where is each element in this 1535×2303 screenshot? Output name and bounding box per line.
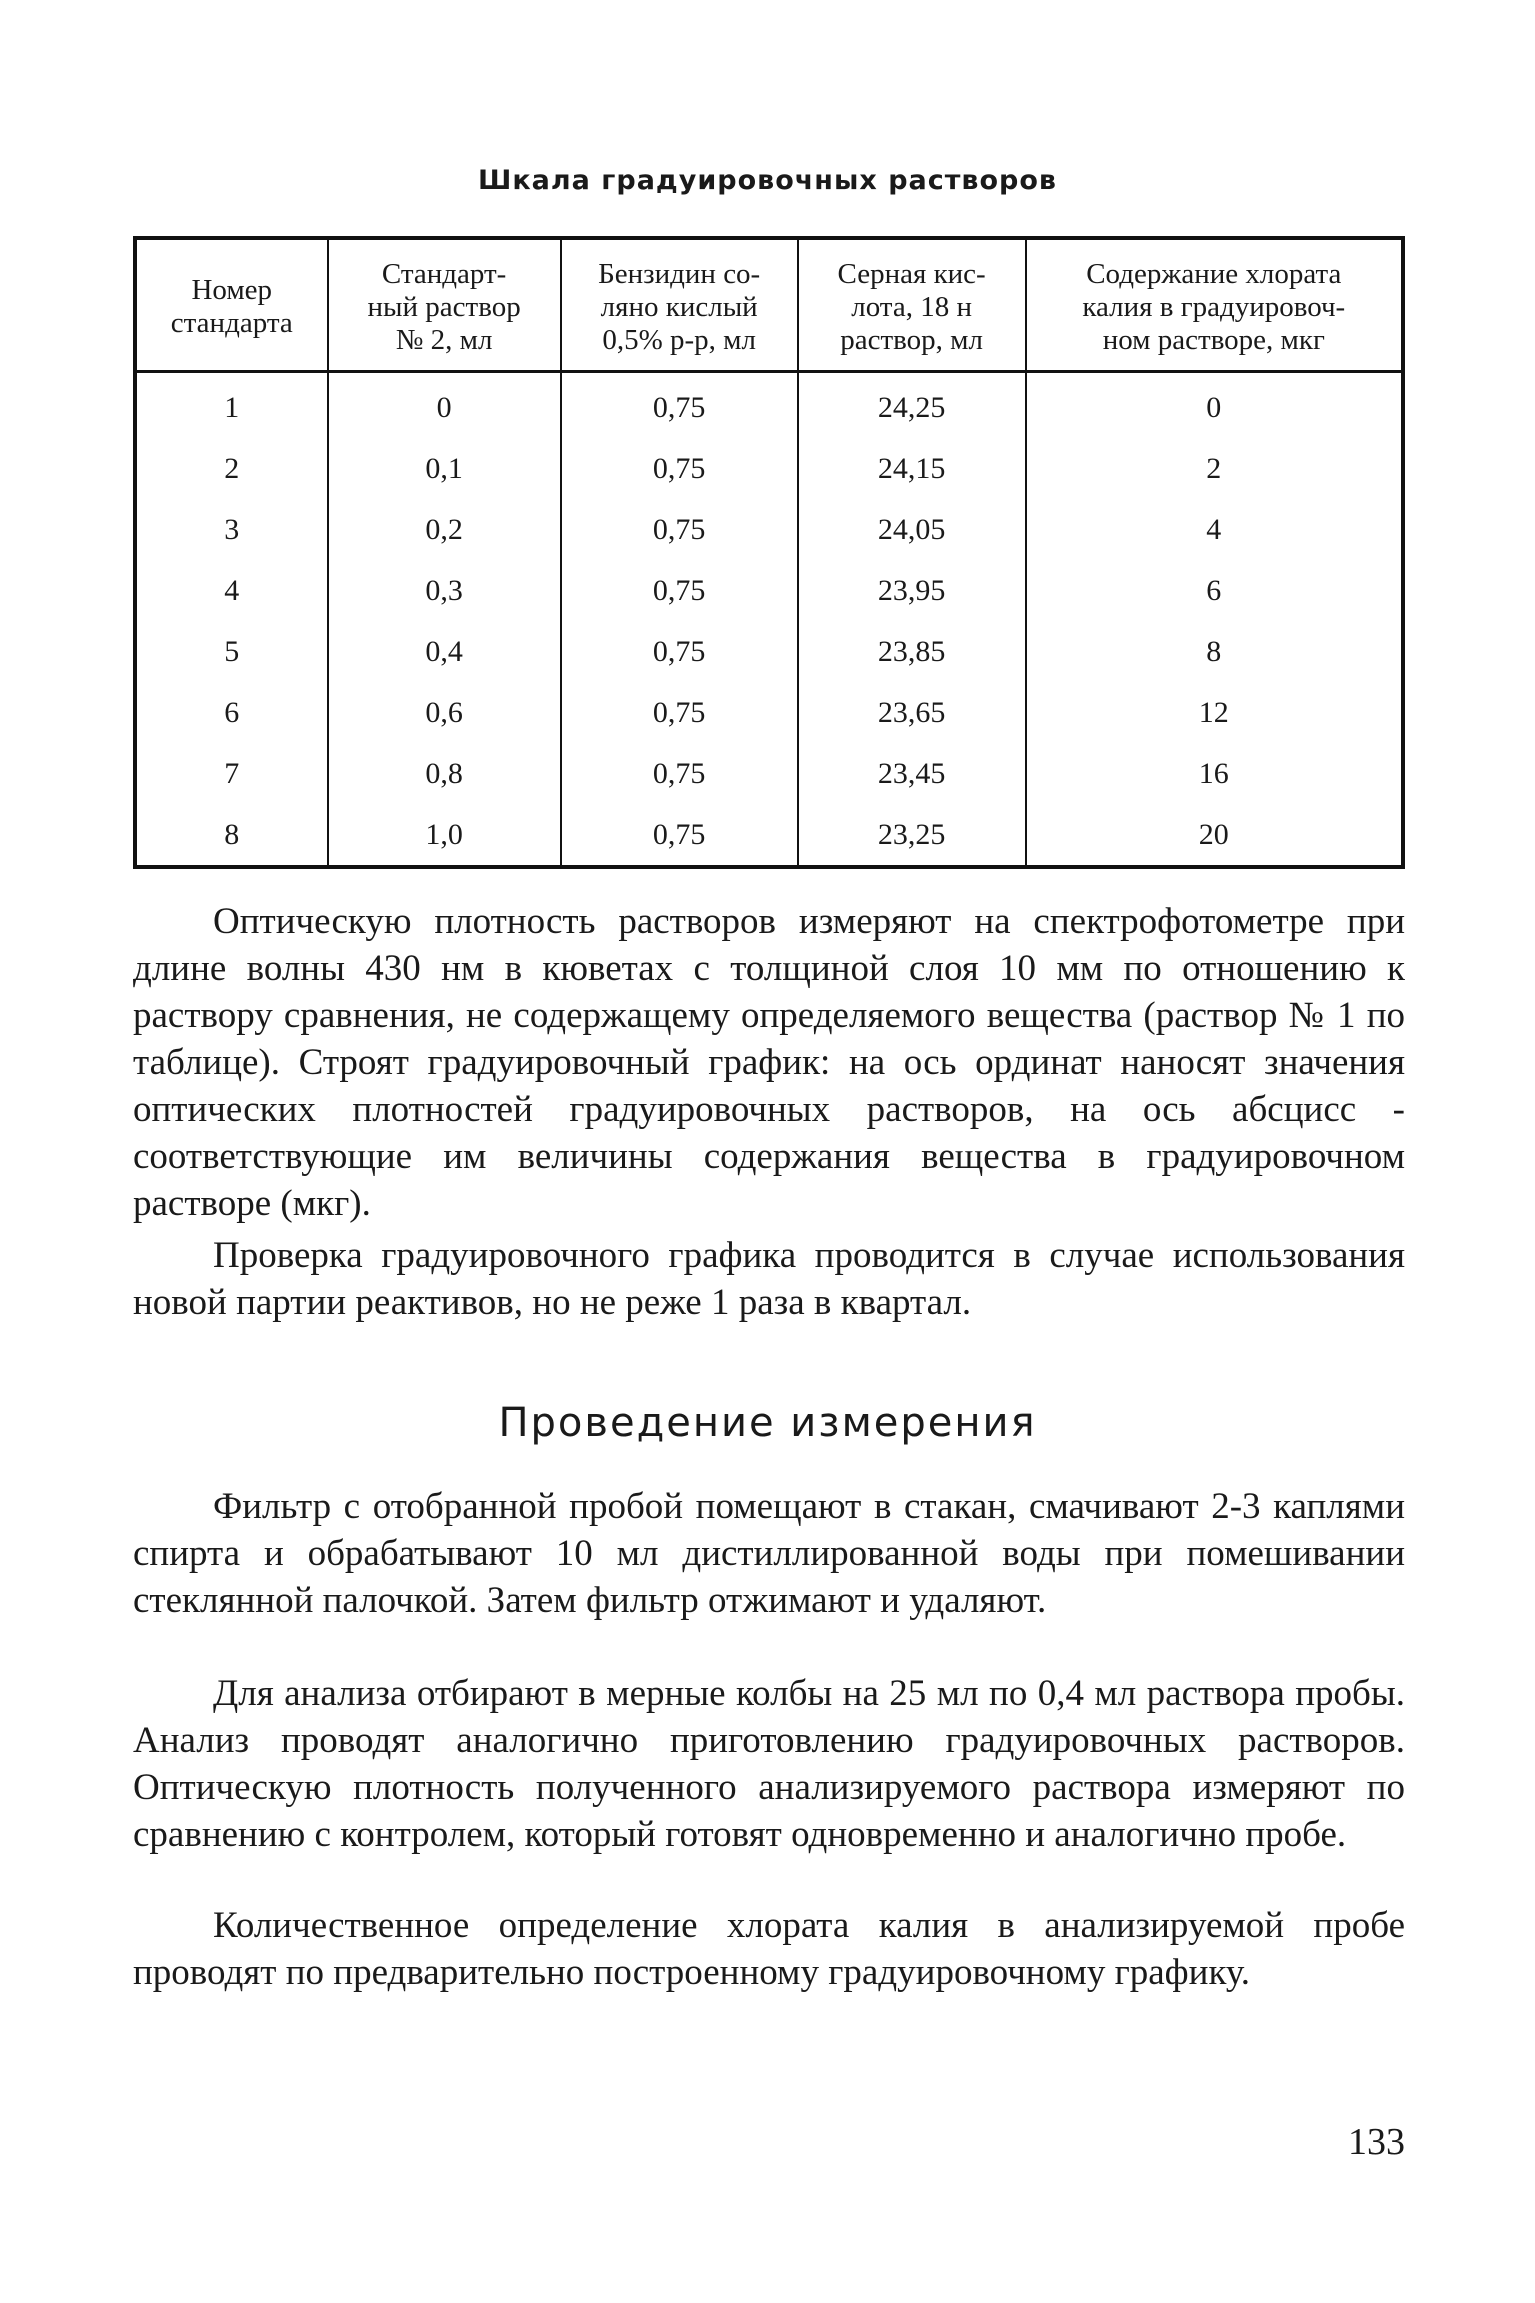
table-row: [135, 372, 1403, 439]
table-cell: 8: [224, 817, 240, 851]
table-cell: 0,8: [328, 743, 561, 804]
header-standard-solution: [328, 238, 561, 372]
header-line: Серная кис-: [837, 257, 986, 290]
header-line: стандарта: [170, 307, 293, 339]
paragraph-text: Фильтр с отобранной пробой помещают в стакан, смачивают 2-3 каплями спирта и обрабатывают 10 мл дистиллированной воды при помешивании стеклянной палочкой. Затем фильтр отжимают и удаляют.: [133, 1486, 1405, 1621]
table-cell: 6: [1026, 560, 1403, 621]
table-cell: 4: [1026, 499, 1403, 560]
table-cell: 2: [1026, 438, 1403, 499]
table-title: Шкала градуировочных растворов: [477, 165, 1057, 196]
table-cell: 0,1: [328, 438, 561, 499]
table-cell: 24,15: [798, 438, 1026, 499]
header-sulfuric-acid: [798, 238, 1026, 372]
table-cell: 3: [224, 512, 240, 546]
header-benzidine: [561, 238, 798, 372]
table-row: [135, 743, 1403, 804]
paragraph-text: Количественное определение хлората калия в анализируемой пробе проводят по предварительно построенному градуировочному графику.: [133, 1905, 1405, 1993]
table-cell: 0,75: [561, 621, 798, 682]
table-cell: 0,2: [328, 499, 561, 560]
header-line: Бензидин со-: [598, 257, 761, 290]
table-row: [135, 438, 1403, 499]
table-cell: 24,05: [798, 499, 1026, 560]
calibration-table: [133, 236, 1405, 869]
table-row: [135, 682, 1403, 743]
table-cell: 0,75: [561, 804, 798, 867]
table-cell: 2: [224, 451, 240, 485]
table-row: [135, 621, 1403, 682]
table-cell: 23,25: [798, 804, 1026, 867]
table-cell: 23,85: [798, 621, 1026, 682]
paragraph-text: Проверка градуировочного графика проводится в случае использования новой партии реактивов, но не реже 1 раза в квартал.: [133, 1235, 1405, 1323]
table-cell: 24,25: [798, 372, 1026, 439]
paragraph-optical-density: [133, 898, 1405, 1227]
table-cell: 5: [224, 634, 240, 668]
header-line: калия в градуировоч-: [1082, 290, 1346, 323]
header-chlorate-content: [1026, 238, 1403, 372]
table-cell: 0,75: [561, 438, 798, 499]
table-cell: 0: [1026, 372, 1403, 439]
table-cell: 16: [1026, 743, 1403, 804]
table-cell: 20: [1026, 804, 1403, 867]
page-number: 133: [1348, 2121, 1405, 2163]
table-cell: 7: [224, 756, 240, 790]
table-cell: 0,75: [561, 682, 798, 743]
paragraph-text: Для анализа отбирают в мерные колбы на 25 мл по 0,4 мл раствора пробы. Анализ проводят аналогично приготовлению градуировочных растворов. Оптическую плотность полученного анализируемого раствора измеряют по сравнению с контролем, который готовят одновременно и аналогично пробе.: [133, 1673, 1405, 1855]
paragraph-analysis: [133, 1670, 1405, 1858]
header-line: № 2, мл: [395, 323, 493, 356]
header-line: раствор, мл: [840, 323, 983, 356]
header-line: ляно кислый: [600, 290, 758, 323]
table-cell: 12: [1026, 682, 1403, 743]
table-cell: 0,4: [328, 621, 561, 682]
table-row: [135, 804, 1403, 867]
table-cell: 4: [224, 573, 240, 607]
header-line: Содержание хлората: [1086, 257, 1342, 290]
table-cell: 0,75: [561, 372, 798, 439]
header-line: Стандарт-: [381, 257, 507, 290]
table-cell: 0,6: [328, 682, 561, 743]
header-standard-number: [135, 238, 328, 372]
table-cell: 0,3: [328, 560, 561, 621]
table-cell: 0,75: [561, 499, 798, 560]
header-line: ный раствор: [367, 290, 521, 323]
paragraph-text: Оптическую плотность растворов измеряют на спектрофотометре при длине волны 430 нм в кюветах с толщиной слоя 10 мм по отношению к раствору сравнения, не содержащему определяемого вещества (раствор № 1 по таблице). Строят градуировочный график: на ось ординат наносят значения оптических плотностей градуировочных растворов, на ось абсцисс - соответствующие им величины содержания вещества в градуировочном растворе (мкг).: [133, 901, 1405, 1224]
table-header-row: [135, 238, 1403, 372]
table-cell: 0,75: [561, 560, 798, 621]
table-cell: 0,75: [561, 743, 798, 804]
table-cell: 23,65: [798, 682, 1026, 743]
table-cell: 23,95: [798, 560, 1026, 621]
table-cell: 23,45: [798, 743, 1026, 804]
header-line: Номер: [191, 274, 273, 306]
header-line: лота, 18 н: [851, 290, 972, 323]
section-title: Проведение измерения: [498, 1400, 1037, 1446]
table-cell: 1,0: [328, 804, 561, 867]
header-line: 0,5% р-р, мл: [602, 323, 756, 356]
table-row: [135, 499, 1403, 560]
paragraph-calibration-check: [133, 1232, 1405, 1326]
table-cell: 0: [328, 372, 561, 439]
table-cell: 6: [224, 695, 240, 729]
paragraph-quantitative: [133, 1902, 1405, 1996]
table-cell: 1: [224, 390, 240, 424]
header-line: ном растворе, мкг: [1102, 323, 1325, 356]
table-cell: 8: [1026, 621, 1403, 682]
paragraph-filter: [133, 1483, 1405, 1624]
table-row: [135, 560, 1403, 621]
